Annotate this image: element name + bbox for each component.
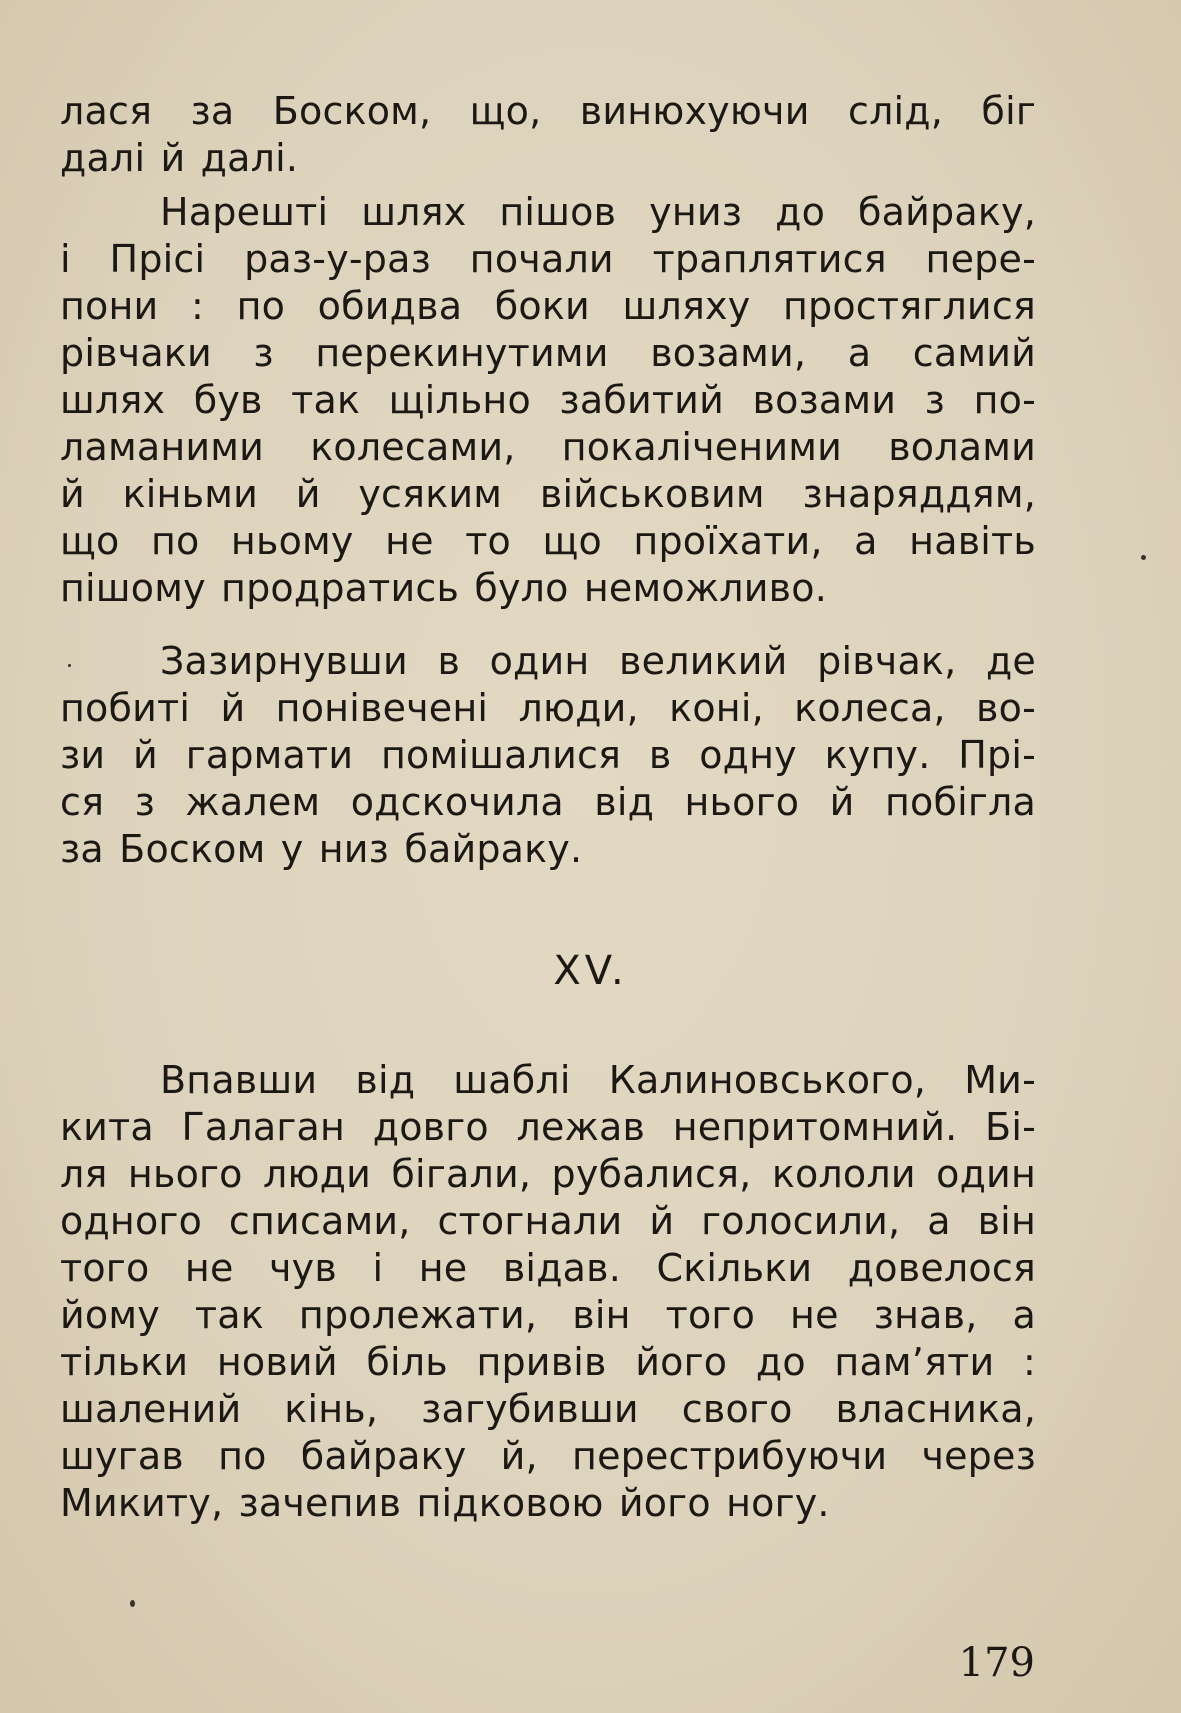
text-line: Впавши від шаблі Калиновського, Ми- xyxy=(160,1058,1036,1102)
paper-speck xyxy=(130,1600,135,1607)
paragraph-3 xyxy=(60,638,1036,873)
text-line: того не чув і не відав. Скільки довелося xyxy=(60,1246,1036,1290)
text-line: йому так пролежати, він того не знав, а xyxy=(60,1293,1036,1337)
text-line: й кіньми й усяким військовим знаряддям, xyxy=(60,472,1036,516)
text-line: далі й далі. xyxy=(60,136,299,180)
text-line: лася за Боском, що, винюхуючи слід, біг xyxy=(60,89,1036,133)
text-line: одного списами, стогнали й голосили, а він xyxy=(60,1199,1036,1243)
text-line: тільки новий біль привів його до пам’яти : xyxy=(60,1340,1036,1384)
paragraph-4 xyxy=(60,1057,1036,1527)
text-line: що по ньому не то що проїхати, а навіть xyxy=(60,519,1036,563)
text-line: шугав по байраку й, перестрибуючи через xyxy=(60,1434,1036,1478)
text-line: ля нього люди бігали, рубалися, кололи один xyxy=(60,1152,1036,1196)
text-line: за Боском у низ байраку. xyxy=(60,827,583,871)
text-line: шалений кінь, загубивши свого власника, xyxy=(60,1387,1036,1431)
page-number: 179 xyxy=(958,1640,1035,1686)
text-line: пони : по обидва боки шляху простяглися xyxy=(60,284,1036,328)
paragraph-2 xyxy=(60,189,1036,612)
text-line: рівчаки з перекинутими возами, а самий xyxy=(60,331,1036,375)
chapter-heading: XV. xyxy=(553,948,628,994)
text-line: зи й гармати помішалися в одну купу. Прі- xyxy=(60,733,1036,777)
paper-speck xyxy=(68,664,71,667)
text-line: пішому продратись було неможливо. xyxy=(60,566,827,610)
text-line: Зазирнувши в один великий рівчак, де xyxy=(160,639,1036,683)
text-line: кита Галаган довго лежав непритомний. Бі- xyxy=(60,1105,1036,1149)
paragraph-1 xyxy=(60,88,1036,182)
text-line: Нарешті шлях пішов униз до байраку, xyxy=(160,190,1036,234)
paper-speck xyxy=(1141,555,1146,560)
text-line: шлях був так щільно забитий возами з по- xyxy=(60,378,1036,422)
text-line: ся з жалем одскочила від нього й побігла xyxy=(60,780,1036,824)
text-line: і Прісі раз-у-раз почали траплятися пере- xyxy=(60,237,1036,281)
text-line: побиті й понівечені люди, коні, колеса, во- xyxy=(60,686,1036,730)
text-line: ламаними колесами, покаліченими волами xyxy=(60,425,1036,469)
text-line: Микиту, зачепив підковою його ногу. xyxy=(60,1481,830,1525)
